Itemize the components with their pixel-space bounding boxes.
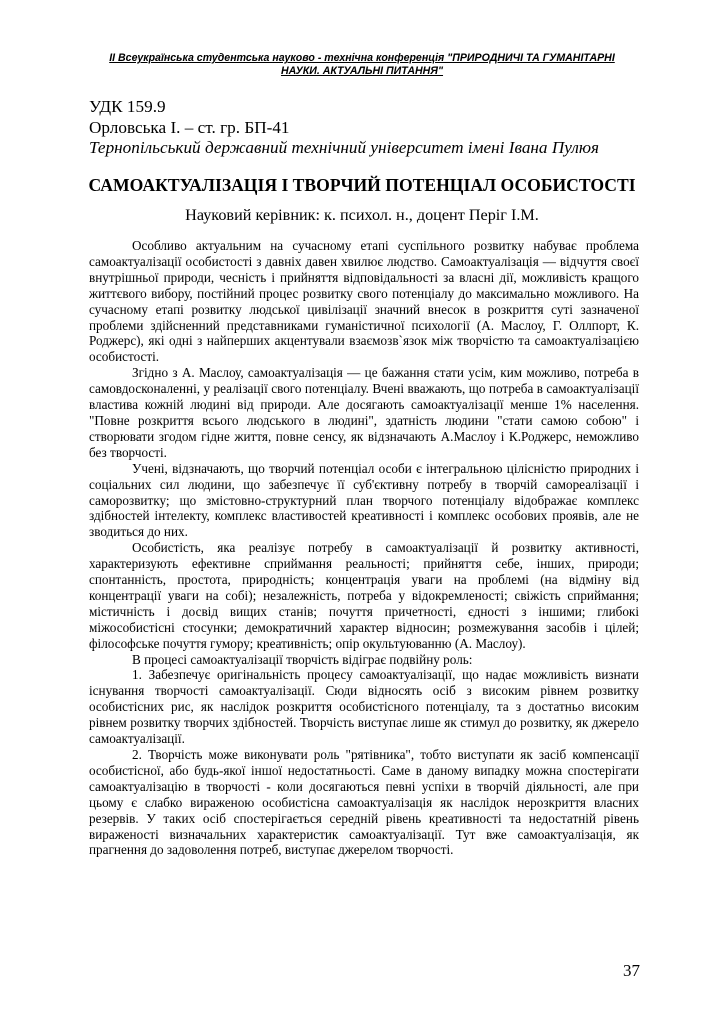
institution-line: Тернопільський державний технічний університет імені Івана Пулюя xyxy=(89,138,600,157)
conference-header: ІІ Всеукраїнська студентська науково - технічна конференція "ПРИРОДНИЧІ ТА ГУМАНІТАРНІ НАУКИ. АКТУАЛЬНІ ПИТАННЯ" xyxy=(109,52,615,77)
body-paragraph: Особливо актуальним на сучасному етапі суспільного розвитку набуває проблема самоактуалізації особистості з давніх давен хвилює людство. Самоактуалізація — відчуття своєї внутрішньої природи, чесність і прийняття відповідальності за власні дії, можливість кращого життєвого вибору, постійний процес розвитку свого потенціалу до максимально можливого. На сучасному етапі розвитку людської цивілізації значний внесок в розкриття суті зазначеної проблеми здійсненний представниками гуманістичної психології (А. Маслоу, Г. Оллпорт, К. Роджерс), які одні з найперших акцентували взаємозв`язок між творчістю та самоактуалізацією особистості. xyxy=(89,238,639,365)
body-paragraph: 2. Творчість може виконувати роль "рятівника", тобто виступати як засіб компенсації особистісної, або будь-якої іншої недостатньості. Саме в даному випадку можна спостерігати самоактуалізацію в творчості - коли досягаються певні успіхи в творчій діяльності, але при цьому є слабко вираженою особистісна самоактуалізація як наслідок нерозкриття власних резервів. У таких осіб спостерігається середній рівень креативності та недостатній рівень вираженості визначальних характеристик самоактуалізації. Тут вже самоактуалізація, як прагнення до задоволення потреб, виступає джерелом творчості. xyxy=(89,747,639,858)
supervisor-line: Науковий керівник: к. психол. н., доцент Періг І.М. xyxy=(185,206,539,224)
body-paragraph: Особистість, яка реалізує потребу в самоактуалізації й розвитку активності, характеризують ефективне сприймання реальності; прийняття себе, інших, природи; спонтанність, простота, природність; концентрація уваги на проблемі (на відміну від концентрації уваги на собі); незалежність, потреба у відокремленості; свіжість сприймання; містичність і досвід вищих станів; почуття причетності, єдності з іншими; глибокі міжособистісні стосунки; демократичний характер відносин; розмежування засобів і цілей; філософське почуття гумору; креативність; опір окультуюванню (А. Маслоу). xyxy=(89,540,639,651)
article-title: САМОАКТУАЛІЗАЦІЯ І ТВОРЧИЙ ПОТЕНЦІАЛ ОСОБИСТОСТІ xyxy=(88,175,636,195)
body-paragraph: Згідно з А. Маслоу, самоактуалізація — це бажання стати усім, ким можливо, потреба в самовдосконаленні, у реалізації свого потенціалу. Вчені вважають, що потреба в самоактуалізації властива кожній людині від природи. Але досягають самоактуалізації менше 1% населення. "Повне розкриття всього людського в людині", здатність людини "стати самою собою" і створювати згодом гідне життя, повне сенсу, як відзначають А.Маслоу і К.Роджерс, неможливо без творчості. xyxy=(89,365,639,460)
body-paragraph: В процесі самоактуалізації творчість відіграє подвійну роль: xyxy=(132,651,473,667)
article-meta xyxy=(89,97,649,159)
body-paragraph: 1. Забезпечує оригінальність процесу самоактуалізації, що надає можливість визнати існування творчості самоактуалізації. Сюди відносять осіб з високим рівнем розвитку особистісних рис, як наслідок розкриття особистісного потенціалу, та з достатньо високим рівнем розвитку творчих здібностей. Творчість виступає лише як стимул до розвитку, як джерело самоактуалізації. xyxy=(89,667,639,747)
page-number: 37 xyxy=(623,961,640,980)
author-line: Орловська І. – ст. гр. БП-41 xyxy=(89,117,290,137)
article-body xyxy=(89,238,639,858)
body-paragraph: Учені, відзначають, що творчий потенціал особи є інтегральною цілісністю природних і соціальних сил людини, що забезпечує її суб'єктивну потребу в творчій самореалізації і саморозвитку; що змістовно-структурний план творчого потенціалу відображає комплекс здібностей інтелекту, комплекс властивостей креативності і комплекс особових проявів, але не зводиться до них. xyxy=(89,460,639,540)
udc-code: УДК 159.9 xyxy=(89,97,166,116)
